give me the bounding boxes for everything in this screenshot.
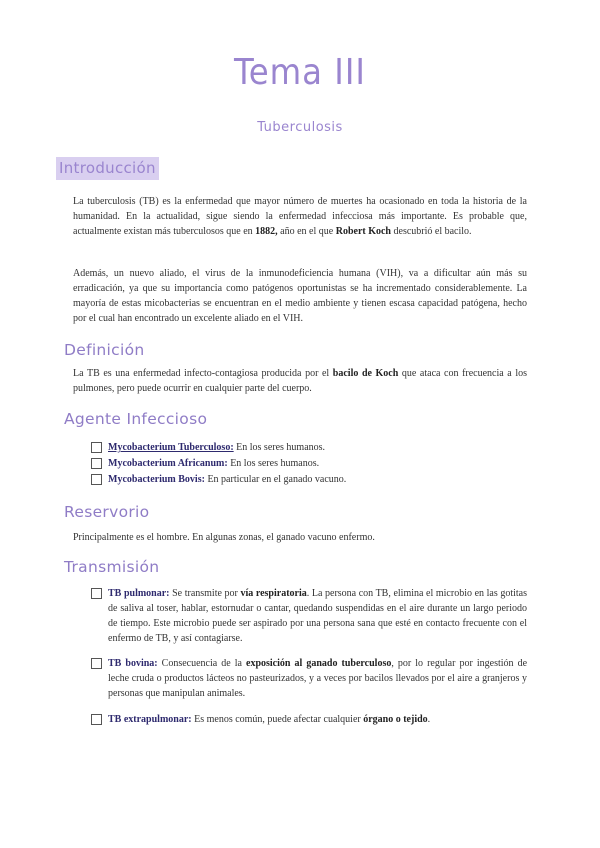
transmision-text: Consecuencia de la	[157, 658, 247, 669]
checkbox-icon	[91, 442, 102, 453]
agent-name: Mycobacterium Africanum:	[108, 458, 228, 469]
transmision-name: TB pulmonar:	[108, 588, 170, 599]
checkbox-icon	[91, 714, 102, 725]
checkbox-icon	[91, 588, 102, 599]
list-item	[93, 656, 527, 701]
agent-name: Mycobacterium Bovis:	[108, 474, 205, 485]
list-item	[93, 472, 527, 487]
definicion-keyword: bacilo de Koch	[332, 368, 399, 379]
intro-paragraph-1	[73, 194, 527, 239]
section-heading-transmision: Transmisión	[64, 558, 160, 576]
page-title: Tema III	[234, 52, 366, 93]
reservorio-paragraph: Principalmente es el hombre. En algunas zonas, el ganado vacuno enfermo.	[73, 532, 375, 543]
list-item	[93, 456, 527, 471]
checkbox-icon	[91, 658, 102, 669]
section-heading-agente: Agente Infeccioso	[64, 410, 208, 428]
section-heading-definicion: Definición	[64, 341, 145, 359]
checkbox-icon	[91, 458, 102, 469]
intro-text: La tuberculosis (TB) es la enfermedad que mayor número de muertes ha ocasionado en toda la historia de la humanidad. En la actualidad, sigue siendo la enfermedad infecciosa más importante. Es probable que, actualmente existan más tuberculosos que en	[73, 196, 527, 237]
transmision-text: .	[427, 714, 431, 725]
intro-paragraph-2: Además, un nuevo aliado, el virus de la inmunodeficiencia humana (VIH), va a dificultar aún más su erradicación, ya que su importancia como patógenos oportunistas se ha incrementado considerablemente. La mayoría de estas micobacterias se encuentran en el medio ambiente y tienen escasa capacidad patógena, hecho por el cual han encontrado un excelente aliado en el VIH.	[73, 268, 527, 324]
transmision-text: , por lo regular por ingestión de leche cruda o productos lácteos no pasteurizados, y a veces por bacilos llevados por el aire a granjeros y personas que manipulan animales.	[108, 658, 528, 699]
list-item	[93, 712, 527, 727]
agent-name: Mycobacterium Tuberculoso:	[108, 442, 234, 453]
transmision-text: Se transmite por	[169, 588, 241, 599]
transmision-text: Es menos común, puede afectar cualquier	[191, 714, 364, 725]
list-item	[93, 440, 527, 455]
intro-year: 1882,	[255, 226, 278, 237]
transmision-name: TB extrapulmonar:	[108, 714, 192, 725]
agent-text: En los seres humanos.	[233, 442, 326, 453]
page-subtitle: Tuberculosis	[257, 120, 343, 135]
list-item	[93, 586, 527, 646]
definicion-text: que ataca con frecuencia a los pulmones, pero puede ocurrir en cualquier parte del cuerpo.	[73, 368, 527, 394]
agent-text: En los seres humanos.	[227, 458, 320, 469]
transmision-text: . La persona con TB, elimina el microbio en las gotitas de saliva al toser, hablar, estornudar o cantar, quedando suspendidas en el aire durante un largo periodo de tiempo. Este microbio puede ser aspirado por una persona sana que esté en contacto frecuente con el enfermo de TB, y así contagiarse.	[108, 588, 527, 644]
definicion-text: La TB es una enfermedad infecto-contagiosa producida por el	[73, 368, 333, 379]
checkbox-icon	[91, 474, 102, 485]
transmision-keyword: exposición al ganado tuberculoso	[246, 658, 392, 669]
section-heading-reservorio: Reservorio	[64, 503, 150, 521]
transmision-keyword: órgano o tejido	[363, 714, 428, 725]
intro-text: descubrió el bacilo.	[391, 226, 472, 237]
definicion-paragraph	[73, 366, 527, 396]
section-heading-introduccion: Introducción	[56, 157, 159, 180]
intro-koch: Robert Koch	[335, 226, 391, 237]
transmision-keyword: vía respiratoria	[240, 588, 307, 599]
agent-text: En particular en el ganado vacuno.	[204, 474, 347, 485]
intro-text: año en el que	[277, 226, 336, 237]
transmision-name: TB bovina:	[108, 658, 158, 669]
